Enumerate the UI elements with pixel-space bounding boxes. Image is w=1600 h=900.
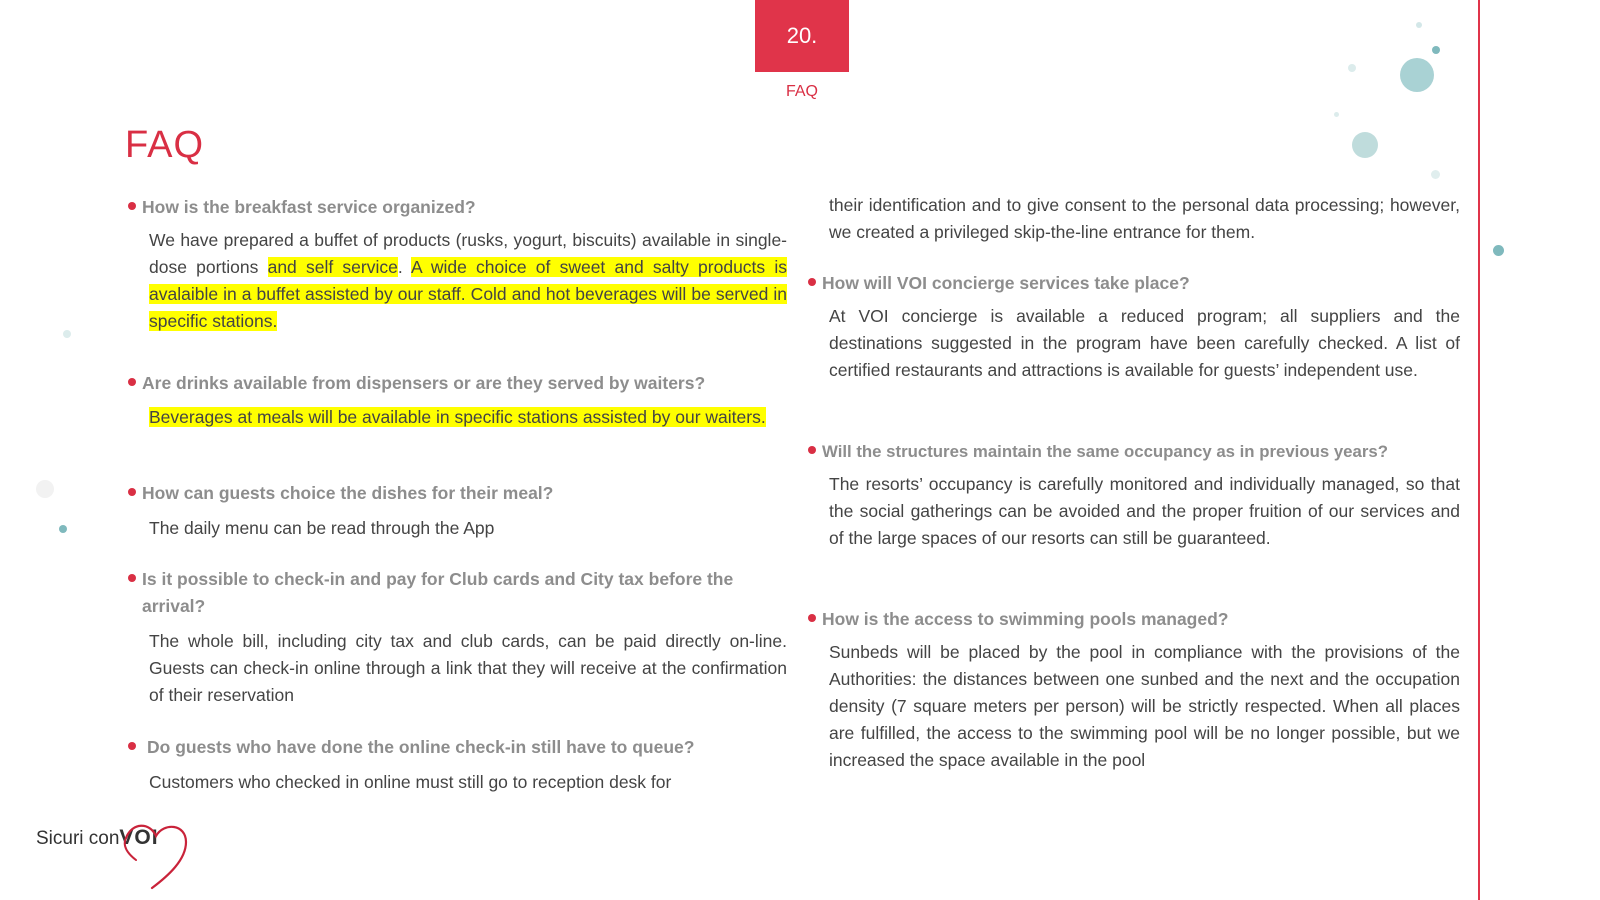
page-title: FAQ — [125, 124, 205, 166]
decor-dot — [1334, 112, 1339, 117]
faq-question: How will VOI concierge services take place? — [805, 270, 1460, 297]
heart-logo-icon — [118, 820, 194, 892]
bullet-icon — [808, 446, 816, 454]
faq-question: How can guests choice the dishes for their meal? — [125, 480, 787, 507]
bullet-icon — [128, 378, 136, 386]
highlighted-text: and self service — [267, 257, 398, 277]
bullet-icon — [808, 614, 816, 622]
faq-answer: At VOI concierge is available a reduced program; all suppliers and the destinations suggested in the program have been carefully checked. A list of certified restaurants and attractions is available for guests’ independent use. — [829, 306, 1460, 380]
bullet-icon — [128, 202, 136, 210]
faq-answer: Sunbeds will be placed by the pool in compliance with the provisions of the Authorities: the distances between one sunbed and the next and the occupation density (7 square meters per person) will be strictly respected. When all places are fulfilled, the access to the swimming pool will be no longer possible, but we increased the space available in the pool — [829, 642, 1460, 770]
faq-question: Are drinks available from dispensers or are they served by waiters? — [125, 370, 787, 397]
highlighted-text: A wide choice of sweet and salty products is avalaible in a buffet assisted by our staff. Cold and hot beverages will be served in specific stations. — [149, 257, 787, 331]
brand-logo: Sicuri conVOI — [36, 826, 159, 849]
faq-answer-continuation: their identification and to give consent to the personal data processing; however, we created a privileged skip-the-line entrance for them. — [829, 195, 1460, 242]
faq-question: Will the structures maintain the same occupancy as in previous years? — [805, 438, 1460, 465]
faq-question: How is the breakfast service organized? — [125, 194, 787, 221]
faq-item — [125, 566, 787, 709]
faq-item — [805, 606, 1460, 774]
decor-dot — [1416, 22, 1422, 28]
faq-item — [125, 734, 787, 796]
faq-item — [805, 438, 1460, 552]
bullet-icon — [128, 742, 136, 750]
faq-answer: The resorts’ occupancy is carefully monitored and individually managed, so that the social gatherings can be avoided and the proper fruition of our services and of the large spaces of our resorts can still be guaranteed. — [829, 474, 1460, 548]
decor-dot — [1493, 245, 1504, 256]
faq-question: Is it possible to check-in and pay for Club cards and City tax before the arrival? — [125, 566, 787, 620]
faq-item — [125, 370, 787, 429]
faq-answer: We have prepared a buffet of products (rusks, yogurt, biscuits) available in single-dose portions and self service. A wide choice of sweet and salty products is avalaible in a buffet assisted by our staff. Cold and hot beverages will be served in specific stations. — [149, 230, 787, 331]
decor-dot — [1348, 64, 1356, 72]
decor-dot — [59, 525, 67, 533]
faq-item — [125, 480, 787, 542]
bullet-icon — [128, 574, 136, 582]
decor-dot — [1352, 132, 1378, 158]
faq-answer: The whole bill, including city tax and club cards, can be paid directly on-line. Guests can check-in online through a link that they will receive at the confirmation of their reservation — [149, 631, 787, 705]
decor-dot — [1431, 170, 1440, 179]
section-label: FAQ — [785, 83, 818, 100]
bullet-icon — [128, 488, 136, 496]
faq-question: How is the access to swimming pools managed? — [805, 606, 1460, 633]
decor-dot — [63, 330, 71, 338]
right-border-line — [1478, 0, 1480, 900]
faq-answer: Customers who checked in online must still go to reception desk for — [149, 772, 672, 792]
bullet-icon — [808, 278, 816, 286]
highlighted-text: Beverages at meals will be available in specific stations assisted by our waiters. — [149, 407, 766, 427]
faq-item — [125, 194, 787, 335]
faq-question: Do guests who have done the online check-in still have to queue? — [125, 734, 787, 761]
faq-item — [805, 270, 1460, 384]
decor-dot — [1400, 58, 1434, 92]
decor-dot — [36, 480, 54, 498]
faq-answer: The daily menu can be read through the App — [149, 518, 495, 538]
decor-dot — [1432, 46, 1440, 54]
page-number-tab: 20. — [755, 0, 849, 72]
faq-answer — [149, 405, 769, 429]
